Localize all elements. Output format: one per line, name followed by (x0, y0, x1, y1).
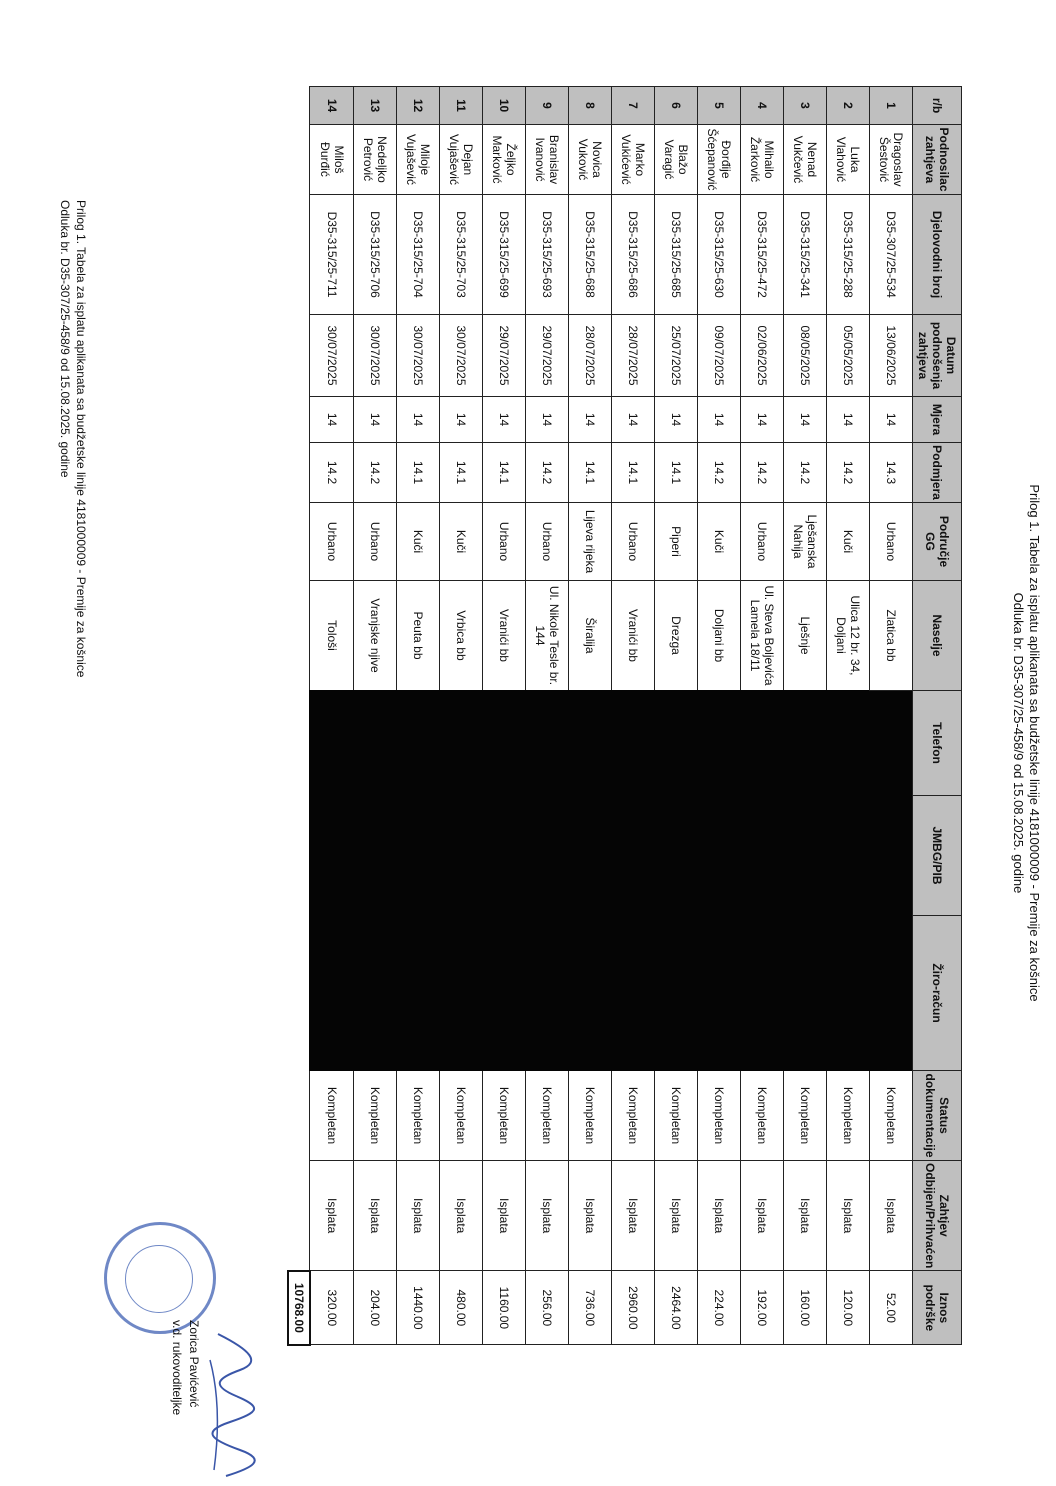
cell-status: Kompletan (784, 1071, 827, 1161)
cell-number: D35-315/25-704 (397, 195, 440, 315)
cell-number: D35-315/25-703 (440, 195, 483, 315)
cell-amount: 256.00 (526, 1271, 569, 1345)
cell-area: Urbano (483, 503, 526, 581)
cell-number: D35-315/25-699 (483, 195, 526, 315)
cell-name: Nedeljko Petrović (354, 125, 397, 195)
cell-area: Urbano (354, 503, 397, 581)
official-stamp (104, 1222, 216, 1334)
signer-name: Zorica Pavićević (187, 1320, 201, 1408)
cell-area: Kuči (397, 503, 440, 581)
footer-reference: Odluka br. D35-307/25-458/9 od 15.08.2025. godine (58, 200, 72, 478)
cell-decision: Isplata (870, 1161, 913, 1271)
cell-measure: 14 (310, 397, 354, 443)
table-row (870, 87, 913, 1345)
payment-table (287, 86, 962, 1346)
cell-settlement: Drezga (655, 581, 698, 691)
cell-amount: 224.00 (698, 1271, 741, 1345)
cell-status: Kompletan (397, 1071, 440, 1161)
cell-date: 30/07/2025 (397, 315, 440, 397)
cell-measure: 14 (741, 397, 784, 443)
cell-submeasure: 14.2 (827, 443, 870, 503)
cell-settlement: Zlatica bb (870, 581, 913, 691)
cell-amount: 1440.00 (397, 1271, 440, 1345)
cell-decision: Isplata (655, 1161, 698, 1271)
stamp-emblem (125, 1245, 193, 1313)
cell-number: D35-315/25-341 (784, 195, 827, 315)
column-header: Iznos podrške (913, 1271, 962, 1345)
cell-decision: Isplata (784, 1161, 827, 1271)
cell-decision: Isplata (569, 1161, 612, 1271)
cell-rb: 6 (655, 87, 698, 125)
cell-submeasure: 14.1 (569, 443, 612, 503)
cell-date: 09/07/2025 (698, 315, 741, 397)
footer-title: Prilog 1. Tabela za isplatu aplikanata sa budžetske linije 4181000009 - Premije za košnice (74, 200, 88, 678)
cell-status: Kompletan (310, 1071, 354, 1161)
column-header: Naselje (913, 581, 962, 691)
cell-area: Kuči (698, 503, 741, 581)
cell-settlement: Vranići bb (612, 581, 655, 691)
cell-name: Novica Vuković (569, 125, 612, 195)
cell-number: D35-315/25-630 (698, 195, 741, 315)
cell-submeasure: 14.2 (698, 443, 741, 503)
cell-area: Urbano (612, 503, 655, 581)
cell-measure: 14 (483, 397, 526, 443)
cell-amount: 204.00 (354, 1271, 397, 1345)
cell-area: Urbano (741, 503, 784, 581)
cell-settlement: Doljani bb (698, 581, 741, 691)
cell-submeasure: 14.1 (483, 443, 526, 503)
cell-name: Miloje Vujašević (397, 125, 440, 195)
cell-settlement: Vrbica bb (440, 581, 483, 691)
cell-measure: 14 (784, 397, 827, 443)
cell-amount: 1160.00 (483, 1271, 526, 1345)
cell-measure: 14 (827, 397, 870, 443)
cell-amount: 480.00 (440, 1271, 483, 1345)
column-header: Područje GG (913, 503, 962, 581)
cell-status: Kompletan (354, 1071, 397, 1161)
cell-name: Nenad Vukčević (784, 125, 827, 195)
cell-date: 29/07/2025 (526, 315, 569, 397)
cell-decision: Isplata (397, 1161, 440, 1271)
cell-number: D35-315/25-685 (655, 195, 698, 315)
cell-name: Branislav Ivanović (526, 125, 569, 195)
decision-reference: Odluka br. D35-307/25-458/9 od 15.08.2025. godine (1011, 592, 1026, 894)
cell-rb: 7 (612, 87, 655, 125)
cell-area: Urbano (310, 503, 354, 581)
cell-date: 08/05/2025 (784, 315, 827, 397)
cell-name: Marko Vukićević (612, 125, 655, 195)
cell-rb: 14 (310, 87, 354, 125)
cell-decision: Isplata (526, 1161, 569, 1271)
cell-submeasure: 14.1 (655, 443, 698, 503)
total-spacer (288, 87, 310, 1271)
cell-submeasure: 14.1 (440, 443, 483, 503)
cell-number: D35-315/25-686 (612, 195, 655, 315)
cell-measure: 14 (526, 397, 569, 443)
cell-amount: 120.00 (827, 1271, 870, 1345)
cell-name: Mihailo Žarković (741, 125, 784, 195)
cell-decision: Isplata (827, 1161, 870, 1271)
cell-settlement: Tološi (310, 581, 354, 691)
column-header: Žiro-račun (913, 916, 962, 1071)
cell-amount: 736.00 (569, 1271, 612, 1345)
cell-area: Urbano (526, 503, 569, 581)
cell-area: Kuči (827, 503, 870, 581)
cell-status: Kompletan (612, 1071, 655, 1161)
cell-date: 13/06/2025 (870, 315, 913, 397)
cell-submeasure: 14.2 (354, 443, 397, 503)
cell-measure: 14 (655, 397, 698, 443)
cell-settlement: Ul. Steva Boljevića Lamela 18/11 (741, 581, 784, 691)
cell-rb: 9 (526, 87, 569, 125)
cell-number: D35-315/25-693 (526, 195, 569, 315)
cell-name: Blažo Varagić (655, 125, 698, 195)
cell-decision: Isplata (741, 1161, 784, 1271)
cell-area: Kuči (440, 503, 483, 581)
cell-status: Kompletan (569, 1071, 612, 1161)
cell-decision: Isplata (698, 1161, 741, 1271)
cell-decision: Isplata (354, 1161, 397, 1271)
cell-number: D35-315/25-472 (741, 195, 784, 315)
cell-submeasure: 14.1 (397, 443, 440, 503)
cell-submeasure: 14.2 (741, 443, 784, 503)
column-header: JMBG/PIB (913, 796, 962, 916)
cell-date: 30/07/2025 (354, 315, 397, 397)
cell-status: Kompletan (741, 1071, 784, 1161)
cell-date: 28/07/2025 (612, 315, 655, 397)
cell-area: Lješanska Nahija (784, 503, 827, 581)
cell-name: Dejan Vujašević (440, 125, 483, 195)
cell-measure: 14 (870, 397, 913, 443)
cell-status: Kompletan (483, 1071, 526, 1161)
cell-submeasure: 14.2 (310, 443, 354, 503)
cell-settlement: Vranjske njive (354, 581, 397, 691)
cell-status: Kompletan (827, 1071, 870, 1161)
cell-settlement: Širalija (569, 581, 612, 691)
signer-role: v.d. rukovoditeljke (170, 1320, 184, 1416)
cell-name: Miloš Đurđić (310, 125, 354, 195)
total-amount: 10768.00 (288, 1271, 310, 1345)
cell-date: 25/07/2025 (655, 315, 698, 397)
cell-decision: Isplata (310, 1161, 354, 1271)
cell-decision: Isplata (483, 1161, 526, 1271)
cell-rb: 10 (483, 87, 526, 125)
cell-decision: Isplata (440, 1161, 483, 1271)
cell-rb: 12 (397, 87, 440, 125)
cell-area: Piperi (655, 503, 698, 581)
cell-date: 30/07/2025 (310, 315, 354, 397)
table-header-row (913, 87, 962, 1345)
column-header: Zahtjev Odbijen/Prihvaćen (913, 1161, 962, 1271)
cell-name: Đorđije Šćepanović (698, 125, 741, 195)
cell-status: Kompletan (655, 1071, 698, 1161)
cell-measure: 14 (440, 397, 483, 443)
cell-submeasure: 14.1 (612, 443, 655, 503)
cell-number: D35-315/25-288 (827, 195, 870, 315)
cell-date: 29/07/2025 (483, 315, 526, 397)
cell-area: Lijeva rijeka (569, 503, 612, 581)
cell-submeasure: 14.2 (526, 443, 569, 503)
cell-amount: 2464.00 (655, 1271, 698, 1345)
cell-amount: 192.00 (741, 1271, 784, 1345)
cell-name: Željko Marković (483, 125, 526, 195)
column-header: Djelovodni broj (913, 195, 962, 315)
handwritten-signature (200, 1330, 270, 1480)
cell-submeasure: 14.3 (870, 443, 913, 503)
cell-number: D35-315/25-688 (569, 195, 612, 315)
cell-rb: 1 (870, 87, 913, 125)
document-title: Prilog 1. Tabela za isplatu aplikanata sa budžetske linije 4181000009 - Premije za košnice (1027, 484, 1042, 1002)
cell-date: 28/07/2025 (569, 315, 612, 397)
cell-settlement: Ulica 12 br. 34, Doljani (827, 581, 870, 691)
column-header: Telefon (913, 691, 962, 796)
column-header: Podnosilac zahtjeva (913, 125, 962, 195)
cell-measure: 14 (612, 397, 655, 443)
cell-amount: 320.00 (310, 1271, 354, 1345)
cell-rb: 4 (741, 87, 784, 125)
column-header: Podmjera (913, 443, 962, 503)
cell-date: 02/06/2025 (741, 315, 784, 397)
cell-number: D35-315/25-706 (354, 195, 397, 315)
cell-measure: 14 (698, 397, 741, 443)
column-header: Datum podnošenja zahtjeva (913, 315, 962, 397)
cell-area: Urbano (870, 503, 913, 581)
cell-name: Luka Vlahović (827, 125, 870, 195)
cell-rb: 8 (569, 87, 612, 125)
cell-submeasure: 14.2 (784, 443, 827, 503)
cell-settlement: Ul. Nikole Tesle br. 144 (526, 581, 569, 691)
cell-status: Kompletan (440, 1071, 483, 1161)
cell-status: Kompletan (698, 1071, 741, 1161)
cell-status: Kompletan (526, 1071, 569, 1161)
cell-settlement: Peuta bb (397, 581, 440, 691)
cell-settlement: Vranići bb (483, 581, 526, 691)
cell-number: D35-307/25-534 (870, 195, 913, 315)
column-header: Mjera (913, 397, 962, 443)
cell-date: 05/05/2025 (827, 315, 870, 397)
cell-settlement: Lješnje (784, 581, 827, 691)
cell-amount: 2960.00 (612, 1271, 655, 1345)
cell-status: Kompletan (870, 1071, 913, 1161)
cell-rb: 3 (784, 87, 827, 125)
cell-name: Dragoslav Šestović (870, 125, 913, 195)
total-row (288, 87, 310, 1345)
cell-measure: 14 (397, 397, 440, 443)
cell-rb: 13 (354, 87, 397, 125)
column-header: Status dokumentacije (913, 1071, 962, 1161)
cell-number: D35-315/25-711 (310, 195, 354, 315)
cell-date: 30/07/2025 (440, 315, 483, 397)
cell-rb: 2 (827, 87, 870, 125)
column-header: r/b (913, 87, 962, 125)
cell-rb: 11 (440, 87, 483, 125)
cell-amount: 160.00 (784, 1271, 827, 1345)
redacted-block (310, 691, 913, 1071)
cell-decision: Isplata (612, 1161, 655, 1271)
cell-rb: 5 (698, 87, 741, 125)
cell-measure: 14 (354, 397, 397, 443)
cell-amount: 52.00 (870, 1271, 913, 1345)
cell-measure: 14 (569, 397, 612, 443)
